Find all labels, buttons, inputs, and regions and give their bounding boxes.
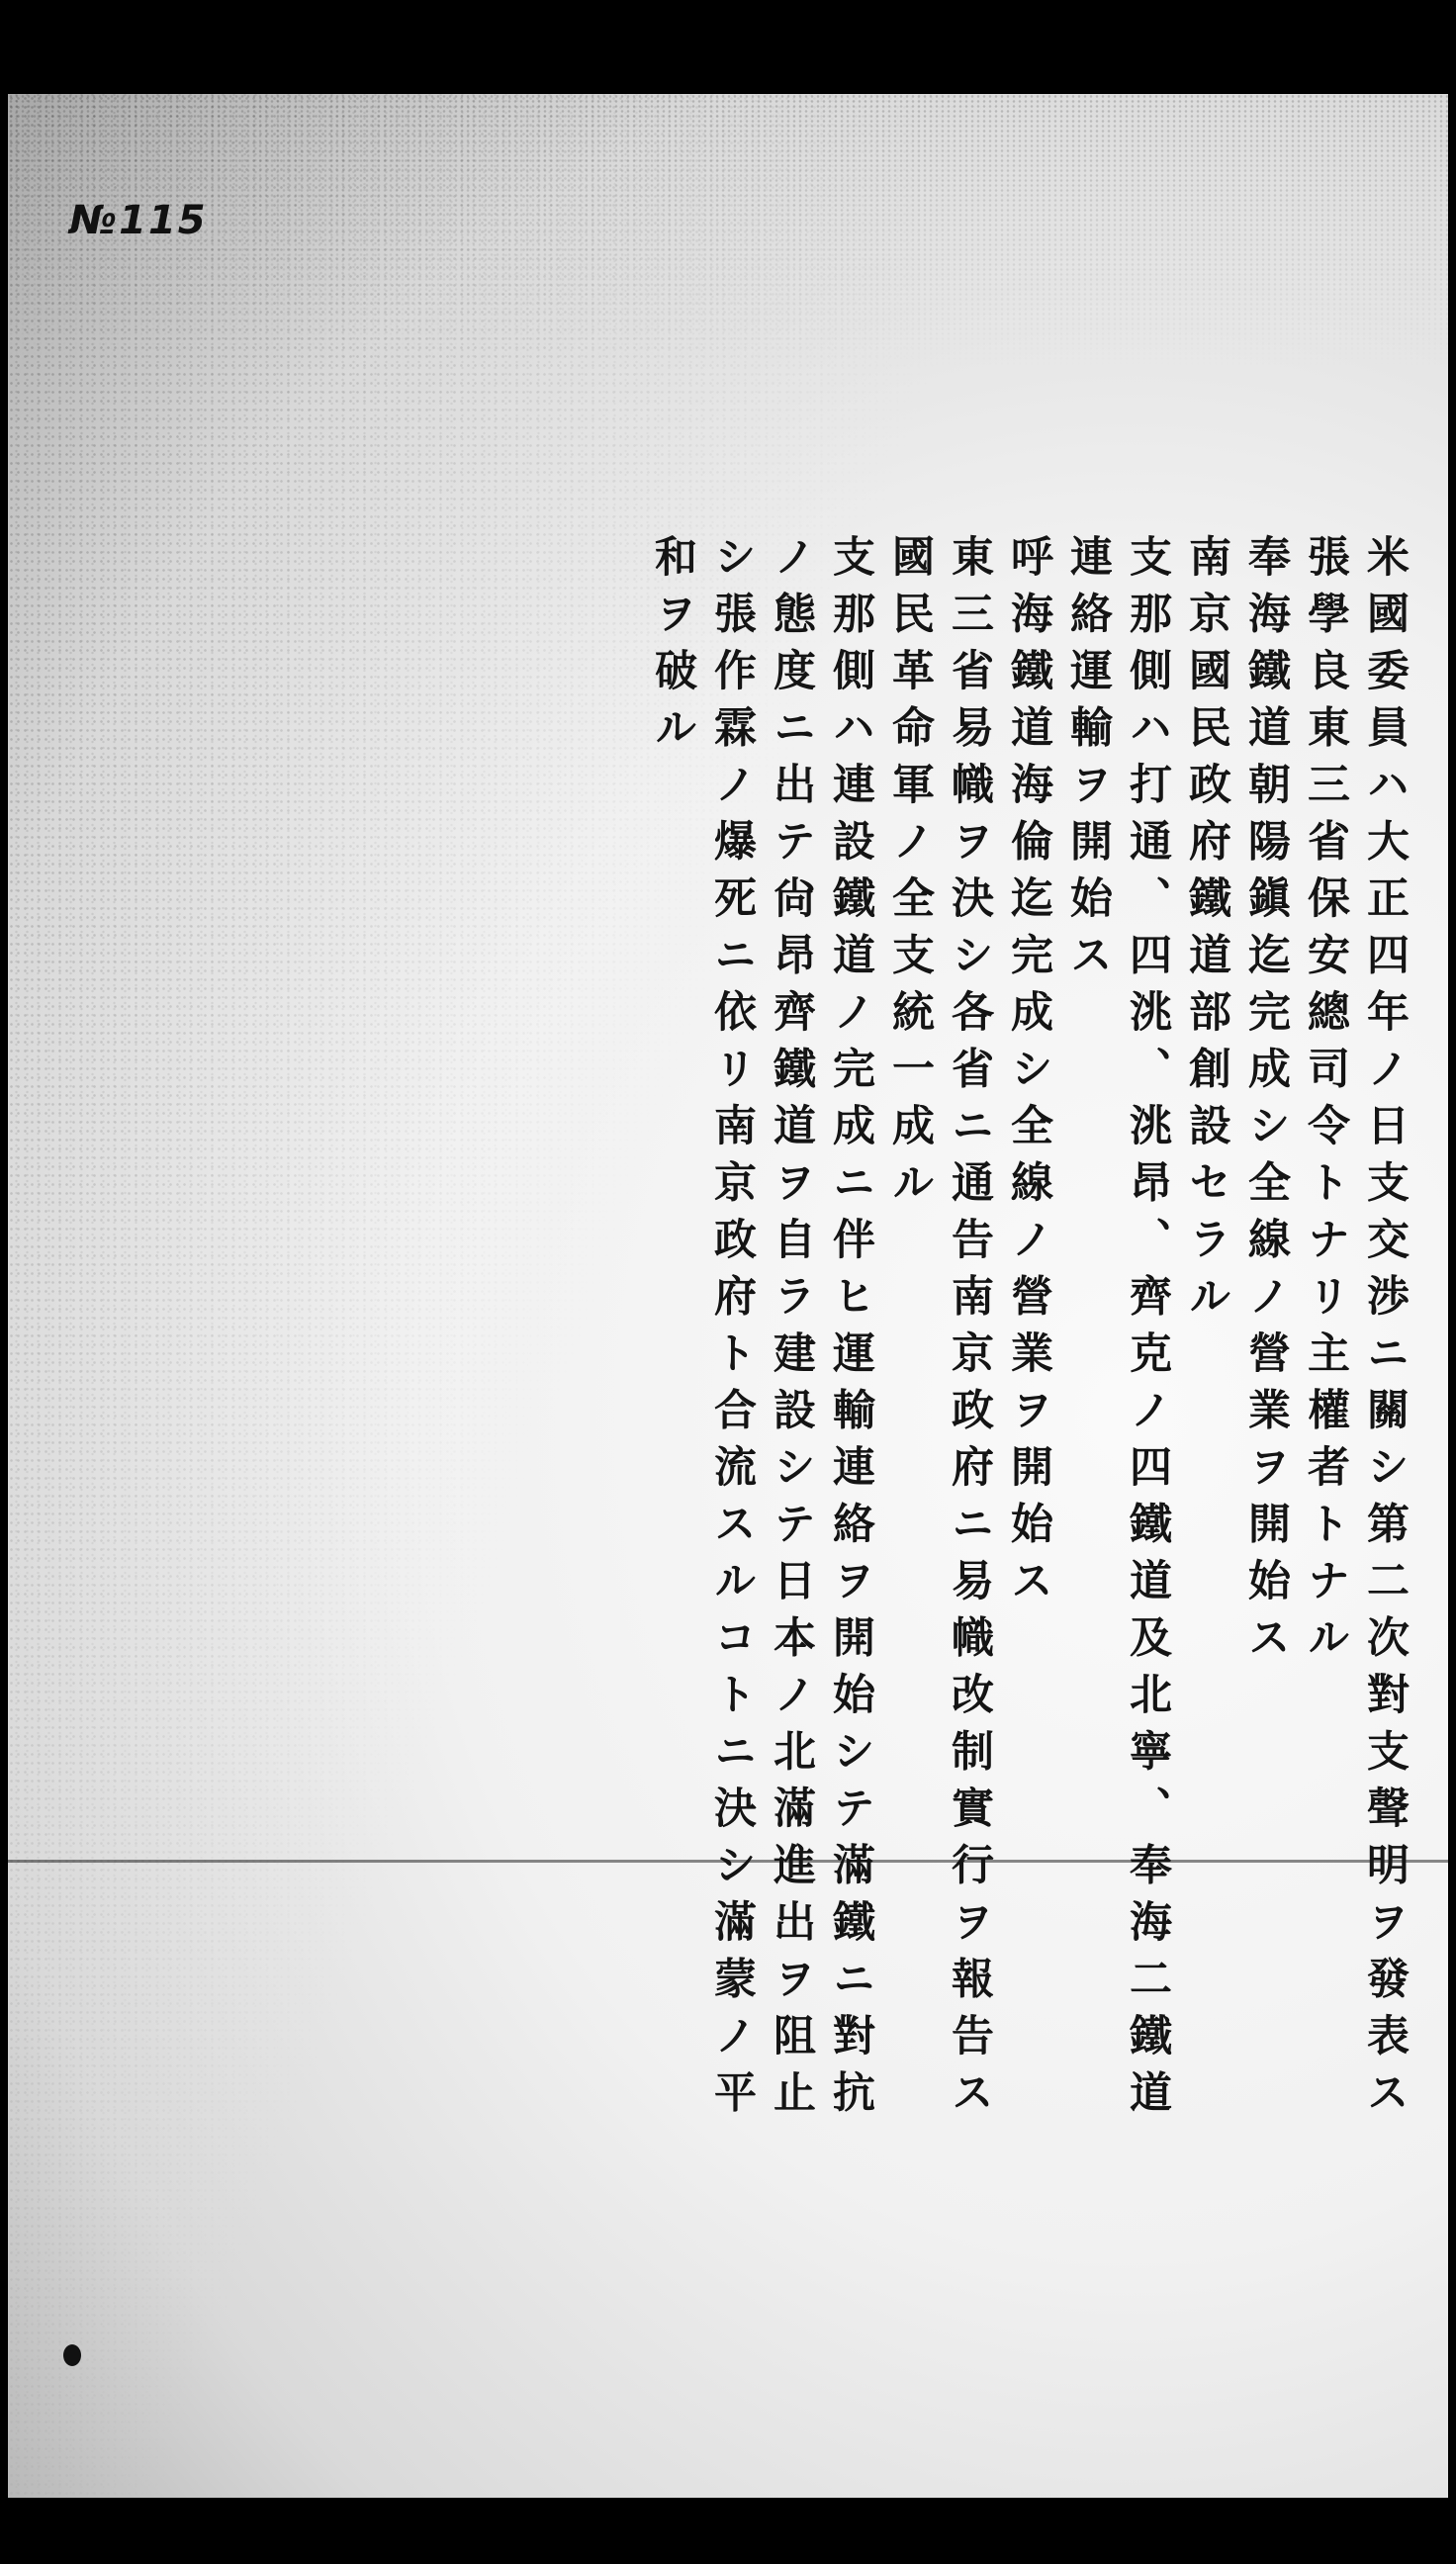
text-column: 張學良東三省保安總司令トナリ主權者トナル <box>1301 534 1350 1672</box>
text-column: 國民革命軍ノ全支統一成ル <box>885 534 935 1217</box>
text-column: 奉海鐵道朝陽鎭迄完成シ全線ノ營業ヲ開始ス <box>1241 534 1291 1672</box>
text-column: 東三省易幟ヲ決シ各省ニ通告南京政府ニ易幟改制實行ヲ報告ス <box>945 534 994 2127</box>
text-column: ノ態度ニ出テ尙昂齊鐵道ヲ自ラ建設シテ日本ノ北滿進出ヲ阻止 <box>767 534 816 2127</box>
text-column: 支那側ハ打通、四洮、洮昂、齊克ノ四鐵道及北寧、奉海二鐵道 <box>1123 534 1172 2127</box>
text-column: シ張作霖ノ爆死ニ依リ南京政府ト合流スルコトニ決シ滿蒙ノ平 <box>707 534 757 2127</box>
text-column: 呼海鐵道海倫迄完成シ全線ノ營業ヲ開始ス <box>1004 534 1053 1615</box>
page-number: №115 <box>69 198 208 243</box>
vertical-text-block <box>643 534 1414 2433</box>
text-column: 南京國民政府鐵道部創設セラル <box>1182 534 1231 1330</box>
ink-spot <box>63 2344 81 2366</box>
text-column: 米國委員ハ大正四年ノ日支交渉ニ關シ第二次對支聲明ヲ發表ス <box>1360 534 1410 2127</box>
scan-noise-top <box>8 94 1448 371</box>
text-column: 連絡運輸ヲ開始ス <box>1063 534 1113 989</box>
text-column: 支那側ハ連設鐵道ノ完成ニ伴ヒ運輸連絡ヲ開始シテ滿鐵ニ對抗 <box>826 534 875 2127</box>
text-column: 和ヲ破ル <box>648 534 697 762</box>
